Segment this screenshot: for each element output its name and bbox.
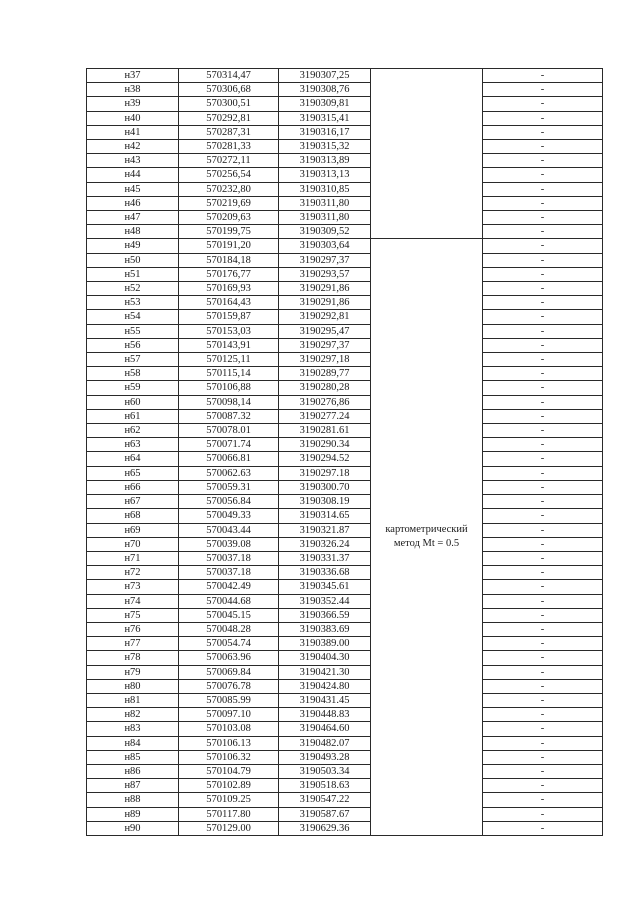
- x-coordinate-cell: 570281,33: [179, 140, 279, 154]
- dash-cell: -: [483, 424, 603, 438]
- table-row: [87, 736, 603, 750]
- point-name-cell: н49: [87, 239, 179, 253]
- dash-cell: -: [483, 168, 603, 182]
- dash-cell: -: [483, 409, 603, 423]
- x-coordinate-cell: 570043.44: [179, 523, 279, 537]
- y-coordinate-cell: 3190294.52: [279, 452, 371, 466]
- y-coordinate-cell: 3190297,18: [279, 353, 371, 367]
- x-coordinate-cell: 570292,81: [179, 111, 279, 125]
- x-coordinate-cell: 570039.08: [179, 537, 279, 551]
- table-row: [87, 409, 603, 423]
- y-coordinate-cell: 3190345.61: [279, 580, 371, 594]
- dash-cell: -: [483, 239, 603, 253]
- point-name-cell: н90: [87, 821, 179, 835]
- point-name-cell: н57: [87, 353, 179, 367]
- x-coordinate-cell: 570054.74: [179, 637, 279, 651]
- dash-cell: -: [483, 83, 603, 97]
- table-row: [87, 296, 603, 310]
- point-name-cell: н66: [87, 480, 179, 494]
- point-name-cell: н60: [87, 395, 179, 409]
- y-coordinate-cell: 3190309,81: [279, 97, 371, 111]
- x-coordinate-cell: 570117.80: [179, 807, 279, 821]
- dash-cell: -: [483, 367, 603, 381]
- x-coordinate-cell: 570087.32: [179, 409, 279, 423]
- x-coordinate-cell: 570045.15: [179, 608, 279, 622]
- dash-cell: -: [483, 296, 603, 310]
- dash-cell: -: [483, 622, 603, 636]
- x-coordinate-cell: 570159,87: [179, 310, 279, 324]
- x-coordinate-cell: 570048.28: [179, 622, 279, 636]
- y-coordinate-cell: 3190587.67: [279, 807, 371, 821]
- table-row: [87, 395, 603, 409]
- dash-cell: -: [483, 566, 603, 580]
- y-coordinate-cell: 3190421.30: [279, 665, 371, 679]
- table-row: [87, 424, 603, 438]
- point-name-cell: н64: [87, 452, 179, 466]
- point-name-cell: н69: [87, 523, 179, 537]
- x-coordinate-cell: 570306,68: [179, 83, 279, 97]
- table-row: [87, 452, 603, 466]
- x-coordinate-cell: 570115,14: [179, 367, 279, 381]
- table-row: [87, 608, 603, 622]
- y-coordinate-cell: 3190389.00: [279, 637, 371, 651]
- x-coordinate-cell: 570153,03: [179, 324, 279, 338]
- point-name-cell: н37: [87, 69, 179, 83]
- dash-cell: -: [483, 722, 603, 736]
- table-row: [87, 438, 603, 452]
- table-row: [87, 168, 603, 182]
- x-coordinate-cell: 570169,93: [179, 282, 279, 296]
- y-coordinate-cell: 3190291,86: [279, 296, 371, 310]
- table-row: [87, 353, 603, 367]
- table-row: [87, 679, 603, 693]
- y-coordinate-cell: 3190297,37: [279, 338, 371, 352]
- table-row: [87, 154, 603, 168]
- dash-cell: -: [483, 125, 603, 139]
- point-name-cell: н70: [87, 537, 179, 551]
- point-name-cell: н50: [87, 253, 179, 267]
- method-label-line2: метод Mt = 0.5: [393, 538, 460, 550]
- dash-cell: -: [483, 154, 603, 168]
- x-coordinate-cell: 570106,88: [179, 381, 279, 395]
- y-coordinate-cell: 3190293,57: [279, 267, 371, 281]
- table-row: [87, 97, 603, 111]
- y-coordinate-cell: 3190276,86: [279, 395, 371, 409]
- x-coordinate-cell: 570063.96: [179, 651, 279, 665]
- y-coordinate-cell: 3190424.80: [279, 679, 371, 693]
- x-coordinate-cell: 570106.32: [179, 750, 279, 764]
- dash-cell: -: [483, 580, 603, 594]
- table-row: [87, 793, 603, 807]
- x-coordinate-cell: 570056.84: [179, 495, 279, 509]
- dash-cell: -: [483, 693, 603, 707]
- y-coordinate-cell: 3190326.24: [279, 537, 371, 551]
- point-name-cell: н53: [87, 296, 179, 310]
- table-row: [87, 637, 603, 651]
- x-coordinate-cell: 570066.81: [179, 452, 279, 466]
- y-coordinate-cell: 3190482.07: [279, 736, 371, 750]
- dash-cell: -: [483, 779, 603, 793]
- point-name-cell: н84: [87, 736, 179, 750]
- table-row: [87, 239, 603, 253]
- point-name-cell: н54: [87, 310, 179, 324]
- dash-cell: -: [483, 452, 603, 466]
- table-row: [87, 211, 603, 225]
- y-coordinate-cell: 3190308,76: [279, 83, 371, 97]
- y-coordinate-cell: 3190292,81: [279, 310, 371, 324]
- point-name-cell: н71: [87, 551, 179, 565]
- x-coordinate-cell: 570209,63: [179, 211, 279, 225]
- x-coordinate-cell: 570143,91: [179, 338, 279, 352]
- x-coordinate-cell: 570069.84: [179, 665, 279, 679]
- x-coordinate-cell: 570219,69: [179, 196, 279, 210]
- table-row: [87, 324, 603, 338]
- point-name-cell: н74: [87, 594, 179, 608]
- y-coordinate-cell: 3190295,47: [279, 324, 371, 338]
- x-coordinate-cell: 570071.74: [179, 438, 279, 452]
- y-coordinate-cell: 3190547.22: [279, 793, 371, 807]
- point-name-cell: н61: [87, 409, 179, 423]
- point-name-cell: н77: [87, 637, 179, 651]
- point-name-cell: н40: [87, 111, 179, 125]
- x-coordinate-cell: 570078.01: [179, 424, 279, 438]
- x-coordinate-cell: 570176,77: [179, 267, 279, 281]
- dash-cell: -: [483, 353, 603, 367]
- table-row: [87, 480, 603, 494]
- y-coordinate-cell: 3190404.30: [279, 651, 371, 665]
- y-coordinate-cell: 3190311,80: [279, 211, 371, 225]
- y-coordinate-cell: 3190315,41: [279, 111, 371, 125]
- y-coordinate-cell: 3190321.87: [279, 523, 371, 537]
- y-coordinate-cell: 3190290.34: [279, 438, 371, 452]
- x-coordinate-cell: 570300,51: [179, 97, 279, 111]
- dash-cell: -: [483, 551, 603, 565]
- x-coordinate-cell: 570059.31: [179, 480, 279, 494]
- table-row: [87, 111, 603, 125]
- point-name-cell: н59: [87, 381, 179, 395]
- y-coordinate-cell: 3190493.28: [279, 750, 371, 764]
- x-coordinate-cell: 570104.79: [179, 764, 279, 778]
- table-row: [87, 693, 603, 707]
- x-coordinate-cell: 570272,11: [179, 154, 279, 168]
- dash-cell: -: [483, 111, 603, 125]
- point-name-cell: н78: [87, 651, 179, 665]
- point-name-cell: н38: [87, 83, 179, 97]
- dash-cell: -: [483, 537, 603, 551]
- table-row: [87, 267, 603, 281]
- y-coordinate-cell: 3190297.18: [279, 466, 371, 480]
- dash-cell: -: [483, 381, 603, 395]
- point-name-cell: н88: [87, 793, 179, 807]
- point-name-cell: н43: [87, 154, 179, 168]
- y-coordinate-cell: 3190464.60: [279, 722, 371, 736]
- dash-cell: -: [483, 182, 603, 196]
- dash-cell: -: [483, 69, 603, 83]
- dash-cell: -: [483, 310, 603, 324]
- y-coordinate-cell: 3190309,52: [279, 225, 371, 239]
- point-name-cell: н58: [87, 367, 179, 381]
- dash-cell: -: [483, 395, 603, 409]
- dash-cell: -: [483, 97, 603, 111]
- x-coordinate-cell: 570256,54: [179, 168, 279, 182]
- coordinates-table-body: [87, 69, 603, 836]
- point-name-cell: н81: [87, 693, 179, 707]
- dash-cell: -: [483, 282, 603, 296]
- table-row: [87, 367, 603, 381]
- x-coordinate-cell: 570191,20: [179, 239, 279, 253]
- dash-cell: -: [483, 793, 603, 807]
- dash-cell: -: [483, 651, 603, 665]
- point-name-cell: н39: [87, 97, 179, 111]
- table-row: [87, 580, 603, 594]
- y-coordinate-cell: 3190308.19: [279, 495, 371, 509]
- y-coordinate-cell: 3190331.37: [279, 551, 371, 565]
- dash-cell: -: [483, 594, 603, 608]
- dash-cell: -: [483, 480, 603, 494]
- y-coordinate-cell: 3190383.69: [279, 622, 371, 636]
- x-coordinate-cell: 570125,11: [179, 353, 279, 367]
- table-row: [87, 764, 603, 778]
- x-coordinate-cell: 570184,18: [179, 253, 279, 267]
- y-coordinate-cell: 3190629.36: [279, 821, 371, 835]
- method-cell: [371, 239, 483, 836]
- dash-cell: -: [483, 211, 603, 225]
- table-row: [87, 566, 603, 580]
- point-name-cell: н62: [87, 424, 179, 438]
- x-coordinate-cell: 570103.08: [179, 722, 279, 736]
- x-coordinate-cell: 570097.10: [179, 708, 279, 722]
- y-coordinate-cell: 3190314.65: [279, 509, 371, 523]
- table-row: [87, 651, 603, 665]
- y-coordinate-cell: 3190313,13: [279, 168, 371, 182]
- y-coordinate-cell: 3190310,85: [279, 182, 371, 196]
- point-name-cell: н82: [87, 708, 179, 722]
- y-coordinate-cell: 3190307,25: [279, 69, 371, 83]
- x-coordinate-cell: 570106.13: [179, 736, 279, 750]
- table-row: [87, 282, 603, 296]
- dash-cell: -: [483, 523, 603, 537]
- table-row: [87, 665, 603, 679]
- y-coordinate-cell: 3190448.83: [279, 708, 371, 722]
- x-coordinate-cell: 570062.63: [179, 466, 279, 480]
- table-row: [87, 253, 603, 267]
- dash-cell: -: [483, 608, 603, 622]
- dash-cell: -: [483, 509, 603, 523]
- x-coordinate-cell: 570129.00: [179, 821, 279, 835]
- dash-cell: -: [483, 750, 603, 764]
- dash-cell: -: [483, 466, 603, 480]
- x-coordinate-cell: 570085.99: [179, 693, 279, 707]
- table-row: [87, 381, 603, 395]
- dash-cell: -: [483, 196, 603, 210]
- dash-cell: -: [483, 438, 603, 452]
- table-row: [87, 821, 603, 835]
- x-coordinate-cell: 570049.33: [179, 509, 279, 523]
- x-coordinate-cell: 570037.18: [179, 566, 279, 580]
- point-name-cell: н48: [87, 225, 179, 239]
- dash-cell: -: [483, 679, 603, 693]
- x-coordinate-cell: 570042.49: [179, 580, 279, 594]
- point-name-cell: н79: [87, 665, 179, 679]
- dash-cell: -: [483, 807, 603, 821]
- point-name-cell: н67: [87, 495, 179, 509]
- table-row: [87, 779, 603, 793]
- x-coordinate-cell: 570109.25: [179, 793, 279, 807]
- y-coordinate-cell: 3190313,89: [279, 154, 371, 168]
- x-coordinate-cell: 570037.18: [179, 551, 279, 565]
- table-row: [87, 509, 603, 523]
- x-coordinate-cell: 570098,14: [179, 395, 279, 409]
- dash-cell: -: [483, 764, 603, 778]
- table-row: [87, 807, 603, 821]
- y-coordinate-cell: 3190291,86: [279, 282, 371, 296]
- y-coordinate-cell: 3190431.45: [279, 693, 371, 707]
- point-name-cell: н56: [87, 338, 179, 352]
- y-coordinate-cell: 3190518.63: [279, 779, 371, 793]
- x-coordinate-cell: 570164,43: [179, 296, 279, 310]
- coordinates-table: [86, 68, 603, 836]
- dash-cell: -: [483, 708, 603, 722]
- x-coordinate-cell: 570287,31: [179, 125, 279, 139]
- table-row: [87, 140, 603, 154]
- point-name-cell: н80: [87, 679, 179, 693]
- y-coordinate-cell: 3190300.70: [279, 480, 371, 494]
- y-coordinate-cell: 3190316,17: [279, 125, 371, 139]
- table-row: [87, 196, 603, 210]
- dash-cell: -: [483, 324, 603, 338]
- point-name-cell: н85: [87, 750, 179, 764]
- table-row: [87, 622, 603, 636]
- point-name-cell: н86: [87, 764, 179, 778]
- y-coordinate-cell: 3190277.24: [279, 409, 371, 423]
- table-row: [87, 750, 603, 764]
- point-name-cell: н89: [87, 807, 179, 821]
- y-coordinate-cell: 3190303,64: [279, 239, 371, 253]
- method-label-line1: картометрический: [385, 524, 468, 536]
- table-row: [87, 182, 603, 196]
- dash-cell: -: [483, 736, 603, 750]
- point-name-cell: н51: [87, 267, 179, 281]
- table-row: [87, 69, 603, 83]
- x-coordinate-cell: 570102.89: [179, 779, 279, 793]
- x-coordinate-cell: 570232,80: [179, 182, 279, 196]
- point-name-cell: н45: [87, 182, 179, 196]
- table-row: [87, 495, 603, 509]
- dash-cell: -: [483, 821, 603, 835]
- table-row: [87, 523, 603, 537]
- method-cell-upper: [371, 69, 483, 239]
- table-row: [87, 225, 603, 239]
- dash-cell: -: [483, 338, 603, 352]
- table-row: [87, 537, 603, 551]
- point-name-cell: н47: [87, 211, 179, 225]
- y-coordinate-cell: 3190281.61: [279, 424, 371, 438]
- dash-cell: -: [483, 140, 603, 154]
- point-name-cell: н87: [87, 779, 179, 793]
- point-name-cell: н76: [87, 622, 179, 636]
- y-coordinate-cell: 3190297,37: [279, 253, 371, 267]
- point-name-cell: н75: [87, 608, 179, 622]
- table-row: [87, 83, 603, 97]
- table-row: [87, 338, 603, 352]
- point-name-cell: н83: [87, 722, 179, 736]
- y-coordinate-cell: 3190311,80: [279, 196, 371, 210]
- point-name-cell: н41: [87, 125, 179, 139]
- y-coordinate-cell: 3190336.68: [279, 566, 371, 580]
- y-coordinate-cell: 3190289,77: [279, 367, 371, 381]
- x-coordinate-cell: 570314,47: [179, 69, 279, 83]
- dash-cell: -: [483, 495, 603, 509]
- table-row: [87, 466, 603, 480]
- point-name-cell: н72: [87, 566, 179, 580]
- y-coordinate-cell: 3190366.59: [279, 608, 371, 622]
- table-row: [87, 310, 603, 324]
- point-name-cell: н42: [87, 140, 179, 154]
- point-name-cell: н44: [87, 168, 179, 182]
- point-name-cell: н63: [87, 438, 179, 452]
- dash-cell: -: [483, 267, 603, 281]
- y-coordinate-cell: 3190280,28: [279, 381, 371, 395]
- table-row: [87, 722, 603, 736]
- y-coordinate-cell: 3190503.34: [279, 764, 371, 778]
- point-name-cell: н65: [87, 466, 179, 480]
- x-coordinate-cell: 570044.68: [179, 594, 279, 608]
- point-name-cell: н55: [87, 324, 179, 338]
- dash-cell: -: [483, 637, 603, 651]
- point-name-cell: н68: [87, 509, 179, 523]
- y-coordinate-cell: 3190352.44: [279, 594, 371, 608]
- x-coordinate-cell: 570076.78: [179, 679, 279, 693]
- point-name-cell: н46: [87, 196, 179, 210]
- dash-cell: -: [483, 665, 603, 679]
- table-row: [87, 594, 603, 608]
- point-name-cell: н73: [87, 580, 179, 594]
- x-coordinate-cell: 570199,75: [179, 225, 279, 239]
- y-coordinate-cell: 3190315,32: [279, 140, 371, 154]
- dash-cell: -: [483, 253, 603, 267]
- dash-cell: -: [483, 225, 603, 239]
- table-row: [87, 708, 603, 722]
- table-row: [87, 551, 603, 565]
- point-name-cell: н52: [87, 282, 179, 296]
- table-row: [87, 125, 603, 139]
